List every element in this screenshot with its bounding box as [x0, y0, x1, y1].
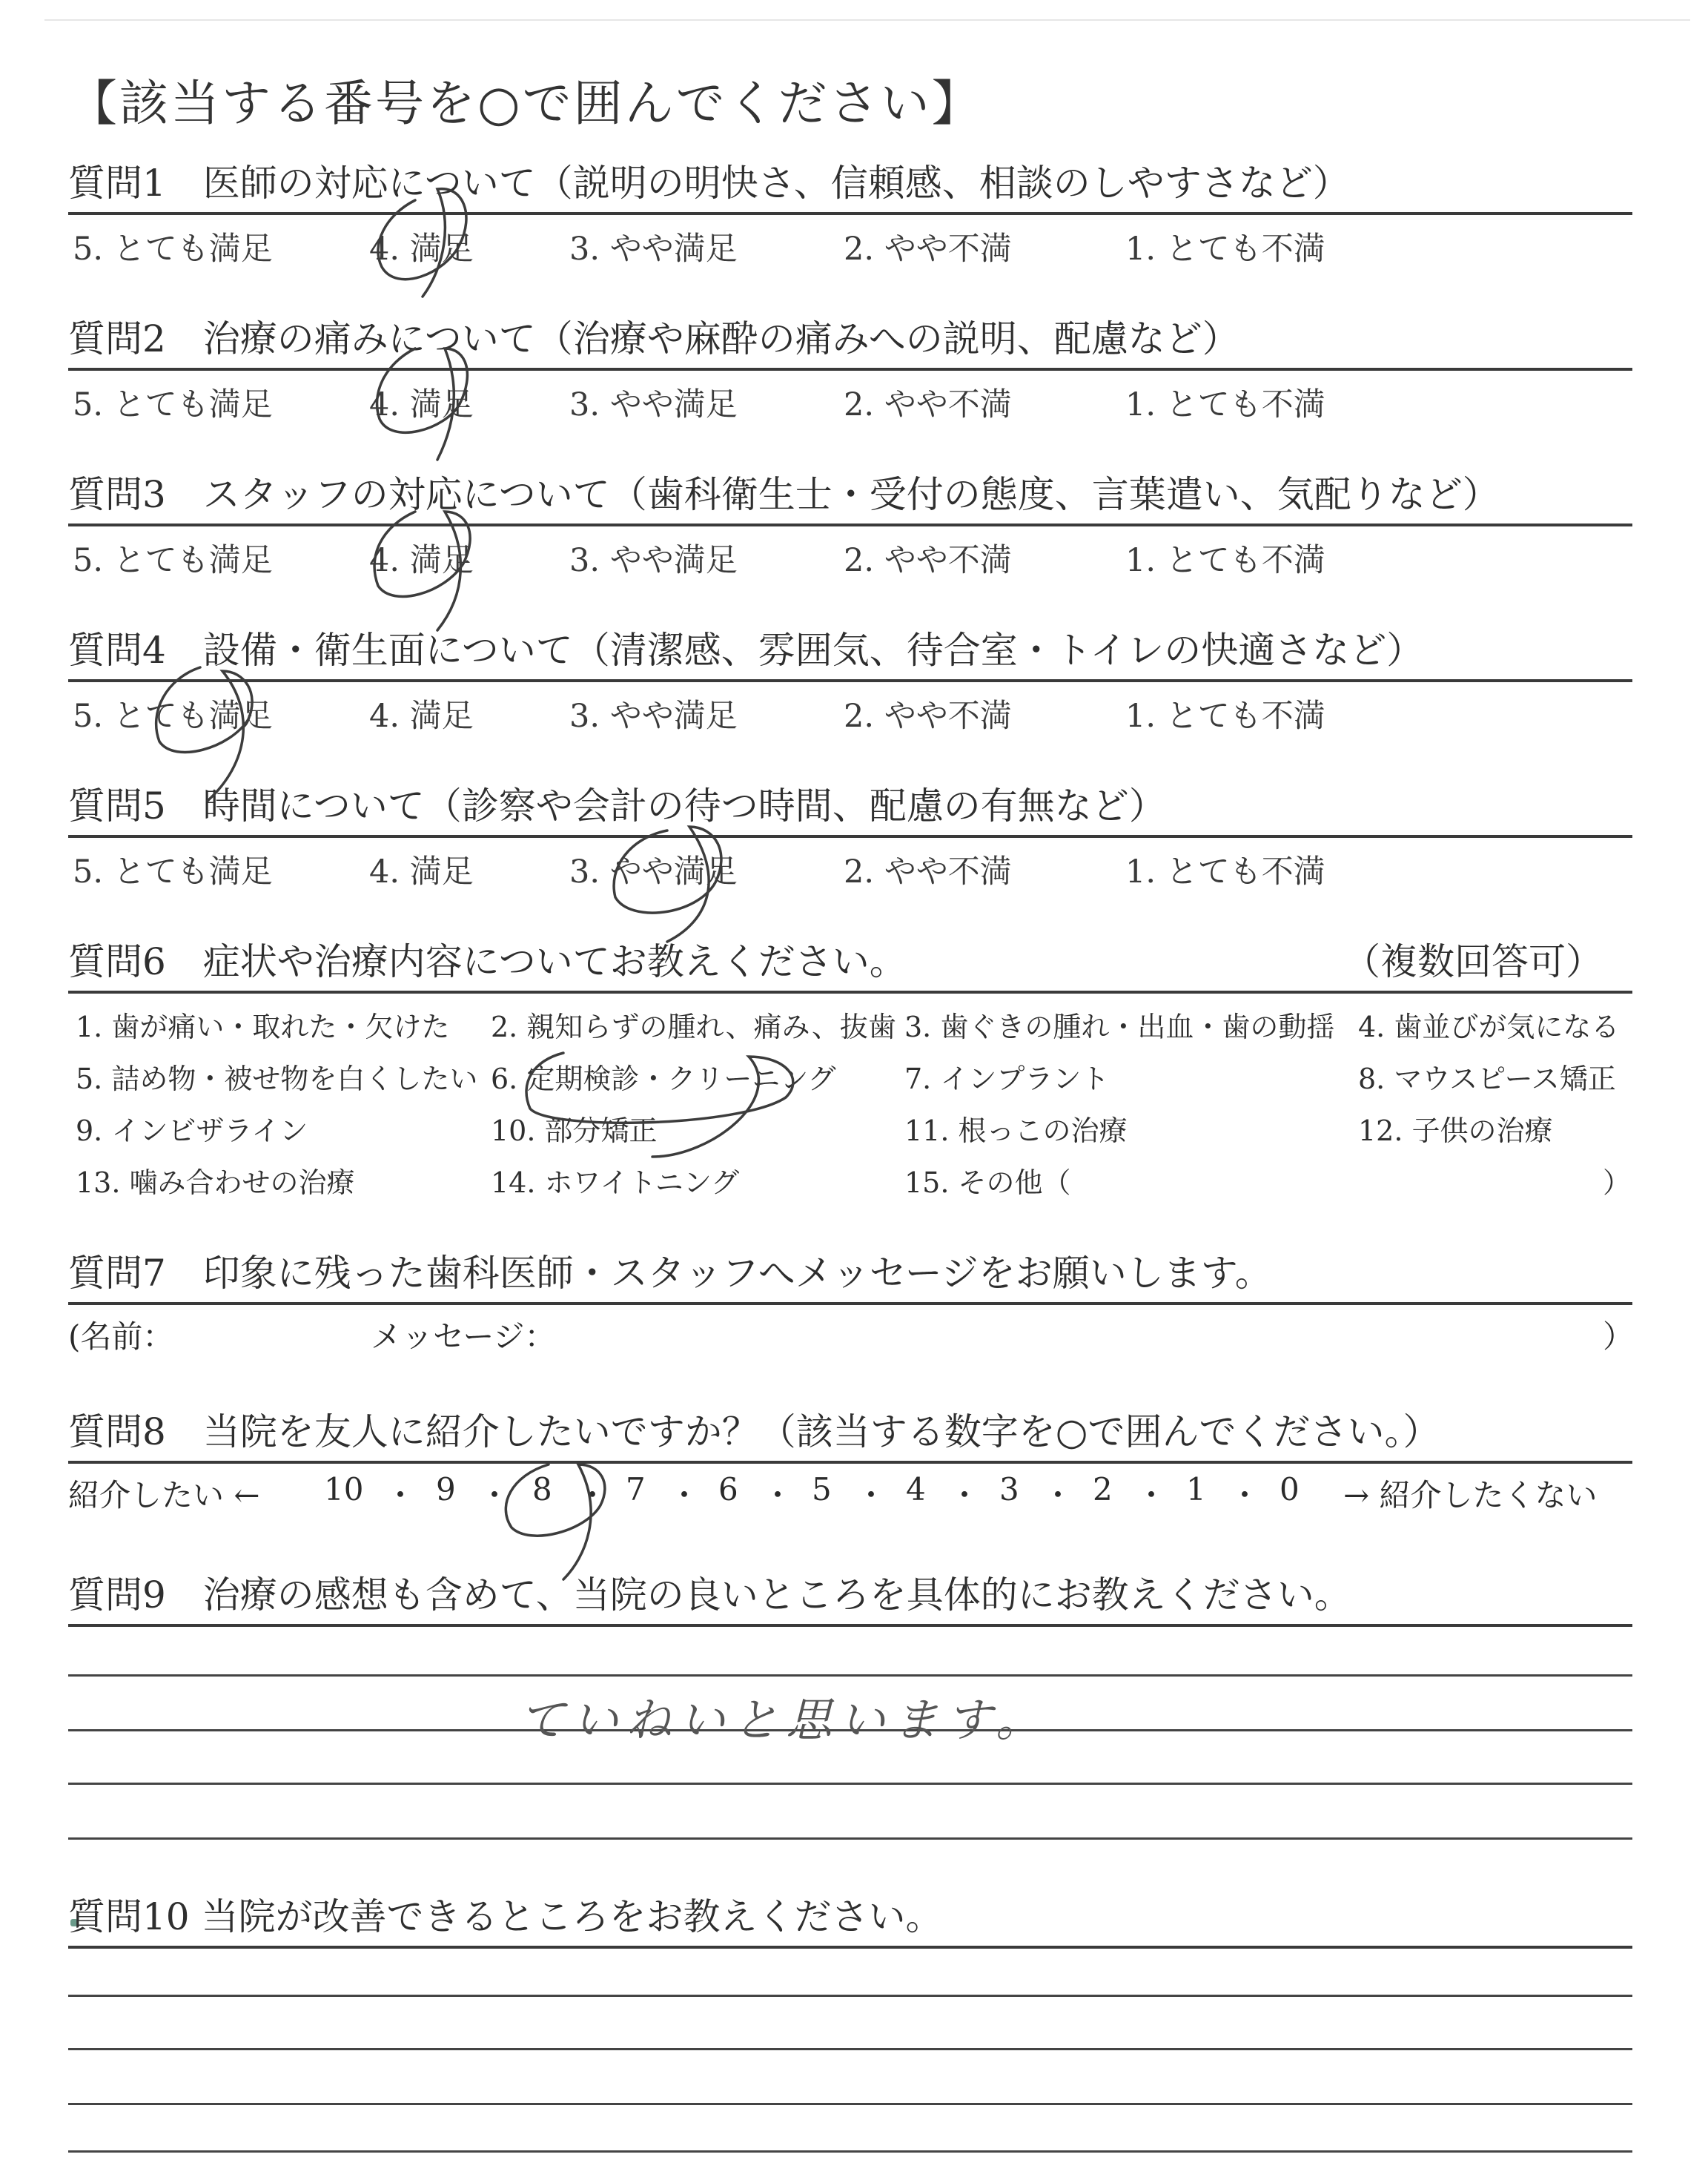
symptom-option-5[interactable]: 5. 詰め物・被せ物を白くしたい — [76, 1063, 478, 1095]
question-title: 質問3 スタッフの対応について（歯科衛生士・受付の態度、言葉遣い、気配りなど） — [68, 473, 1500, 516]
symptom-option-6[interactable]: 6. 定期検診・クリーニング — [491, 1063, 836, 1095]
scale-4[interactable]: 4 — [906, 1471, 926, 1507]
scale-dot: ・ — [1042, 1477, 1074, 1513]
option-5[interactable]: 5. とても満足 — [73, 386, 273, 423]
divider — [68, 212, 1632, 215]
answer-line — [68, 2103, 1632, 2105]
option-5[interactable]: 5. とても満足 — [73, 698, 273, 735]
scale-dot: ・ — [855, 1477, 887, 1513]
scale-dot: ・ — [949, 1477, 981, 1513]
question-8 — [68, 1410, 1632, 1516]
other-close-paren: ） — [1603, 1166, 1632, 1199]
option-1[interactable]: 1. とても不満 — [1125, 853, 1325, 891]
option-1[interactable]: 1. とても不満 — [1125, 542, 1325, 579]
scale-2[interactable]: 2 — [1093, 1471, 1113, 1507]
symptom-option-4[interactable]: 4. 歯並びが気になる — [1358, 1011, 1620, 1043]
option-3[interactable]: 3. やや満足 — [569, 853, 738, 891]
rating-options — [68, 847, 1632, 891]
question-5 — [68, 787, 1632, 891]
option-1[interactable]: 1. とても不満 — [1125, 386, 1325, 423]
symptom-option-7[interactable]: 7. インプラント — [904, 1063, 1110, 1095]
scale-dot: ・ — [1229, 1477, 1261, 1513]
question-10 — [68, 1895, 1632, 1949]
rating-options — [68, 535, 1632, 580]
symptom-option-2[interactable]: 2. 親知らずの腫れ、痛み、抜歯 — [491, 1011, 896, 1043]
option-2[interactable]: 2. やや不満 — [844, 853, 1012, 891]
scale-9[interactable]: 9 — [436, 1471, 456, 1507]
scale-1[interactable]: 1 — [1186, 1471, 1206, 1507]
answer-line — [68, 1674, 1632, 1677]
question-2 — [68, 317, 1632, 424]
option-2[interactable]: 2. やや不満 — [844, 231, 1012, 268]
scale-0[interactable]: 0 — [1280, 1471, 1300, 1507]
option-5[interactable]: 5. とても満足 — [73, 542, 273, 579]
option-2[interactable]: 2. やや不満 — [844, 542, 1012, 579]
scale-left-label: 紹介したい ← — [68, 1477, 260, 1513]
scale-3[interactable]: 3 — [999, 1471, 1019, 1507]
symptom-option-11[interactable]: 11. 根っこの治療 — [904, 1114, 1128, 1147]
divider — [68, 835, 1632, 838]
divider — [68, 1302, 1632, 1305]
scale-10[interactable]: 10 — [324, 1471, 364, 1507]
divider — [68, 679, 1632, 682]
question-7 — [68, 1252, 1635, 1357]
divider — [68, 1461, 1632, 1464]
question-title: 質問4 設備・衛生面について（清潔感、雰囲気、待合室・トイレの快適さなど） — [68, 629, 1424, 672]
answer-line — [68, 2048, 1632, 2050]
divider — [68, 368, 1632, 371]
scale-5[interactable]: 5 — [812, 1471, 832, 1507]
option-2[interactable]: 2. やや不満 — [844, 698, 1012, 735]
message-row — [68, 1312, 1635, 1357]
multiple-answers-note: （複数回答可） — [1343, 940, 1603, 983]
symptom-option-12[interactable]: 12. 子供の治療 — [1358, 1114, 1553, 1147]
option-5[interactable]: 5. とても満足 — [73, 231, 273, 268]
scale-dot: ・ — [762, 1477, 794, 1513]
divider — [68, 991, 1632, 994]
question-title: 質問8 当院を友人に紹介したいですか？（該当する数字を○で囲んでください。） — [68, 1410, 1440, 1453]
question-title — [68, 940, 1632, 983]
symptom-option-1[interactable]: 1. 歯が痛い・取れた・欠けた — [76, 1011, 450, 1043]
symptom-option-8[interactable]: 8. マウスピース矯正 — [1358, 1063, 1616, 1095]
question-title: 質問7 印象に残った歯科医師・スタッフへメッセージをお願いします。 — [68, 1252, 1272, 1295]
divider — [68, 524, 1632, 526]
scale-7[interactable]: 7 — [626, 1471, 646, 1507]
scale-6[interactable]: 6 — [718, 1471, 738, 1507]
symptom-option-14[interactable]: 14. ホワイトニング — [491, 1166, 740, 1199]
option-4[interactable]: 4. 満足 — [369, 698, 474, 735]
answer-line — [68, 1837, 1632, 1840]
scale-dot: ・ — [577, 1477, 609, 1513]
option-4[interactable]: 4. 満足 — [369, 386, 474, 423]
question-title: 質問2 治療の痛みについて（治療や麻酔の痛みへの説明、配慮など） — [68, 317, 1239, 360]
answer-line — [68, 2150, 1632, 2153]
question-title: 質問9 治療の感想も含めて、当院の良いところを具体的にお教えください。 — [68, 1573, 1351, 1616]
divider — [68, 1624, 1632, 1627]
answer-line — [68, 1995, 1632, 1997]
question-title-text: 質問6 症状や治療内容についてお教えください。 — [68, 940, 907, 983]
symptom-option-13[interactable]: 13. 噛み合わせの治療 — [76, 1166, 355, 1199]
question-title: 質問10 当院が改善できるところをお教えください。 — [68, 1895, 943, 1938]
page-title: 【該当する番号を○で囲んでください】 — [68, 75, 983, 132]
option-1[interactable]: 1. とても不満 — [1125, 698, 1325, 735]
rating-options — [68, 380, 1632, 424]
top-edge-line — [44, 19, 1690, 21]
recommend-scale — [68, 1471, 1632, 1516]
question-title: 質問1 医師の対応について（説明の明快さ、信頼感、相談のしやすさなど） — [68, 162, 1350, 205]
rating-options — [68, 224, 1632, 268]
option-5[interactable]: 5. とても満足 — [73, 853, 273, 891]
divider — [68, 1946, 1632, 1949]
option-1[interactable]: 1. とても不満 — [1125, 231, 1325, 268]
scale-dot: ・ — [385, 1477, 417, 1513]
rating-options — [68, 691, 1632, 736]
message-close-paren: ） — [1603, 1318, 1635, 1355]
scale-right-label: → 紹介したくない — [1343, 1477, 1598, 1513]
option-3[interactable]: 3. やや満足 — [569, 542, 738, 579]
question-1 — [68, 162, 1632, 268]
scale-dot: ・ — [1136, 1477, 1168, 1513]
question-9 — [68, 1573, 1632, 1627]
answer-line — [68, 1783, 1632, 1785]
question-title: 質問5 時間について（診察や会計の待つ時間、配慮の有無など） — [68, 785, 1166, 828]
symptom-options — [68, 1004, 1632, 1226]
name-label: (名前： — [68, 1318, 174, 1355]
scale-dot: ・ — [669, 1477, 701, 1513]
option-4[interactable]: 4. 満足 — [369, 853, 474, 891]
option-3[interactable]: 3. やや満足 — [569, 698, 738, 735]
symptom-option-3[interactable]: 3. 歯ぐきの腫れ・出血・歯の動揺 — [904, 1011, 1335, 1043]
option-3[interactable]: 3. やや満足 — [569, 386, 738, 423]
message-label: メッセージ： — [371, 1318, 556, 1355]
option-3[interactable]: 3. やや満足 — [569, 231, 738, 268]
option-4[interactable]: 4. 満足 — [369, 231, 474, 268]
question-6 — [68, 940, 1632, 1226]
option-4[interactable]: 4. 満足 — [369, 542, 474, 579]
scale-dot: ・ — [479, 1477, 511, 1513]
question-3 — [68, 473, 1632, 580]
symptom-option-10[interactable]: 10. 部分矯正 — [491, 1114, 658, 1147]
scale-8[interactable]: 8 — [532, 1471, 552, 1507]
symptom-option-15[interactable]: 15. その他（ — [904, 1166, 1071, 1199]
symptom-option-9[interactable]: 9. インビザライン — [76, 1114, 308, 1147]
question-4 — [68, 629, 1632, 736]
option-2[interactable]: 2. やや不満 — [844, 386, 1012, 423]
handwritten-answer[interactable]: ていねいと思います。 — [519, 1693, 1050, 1747]
